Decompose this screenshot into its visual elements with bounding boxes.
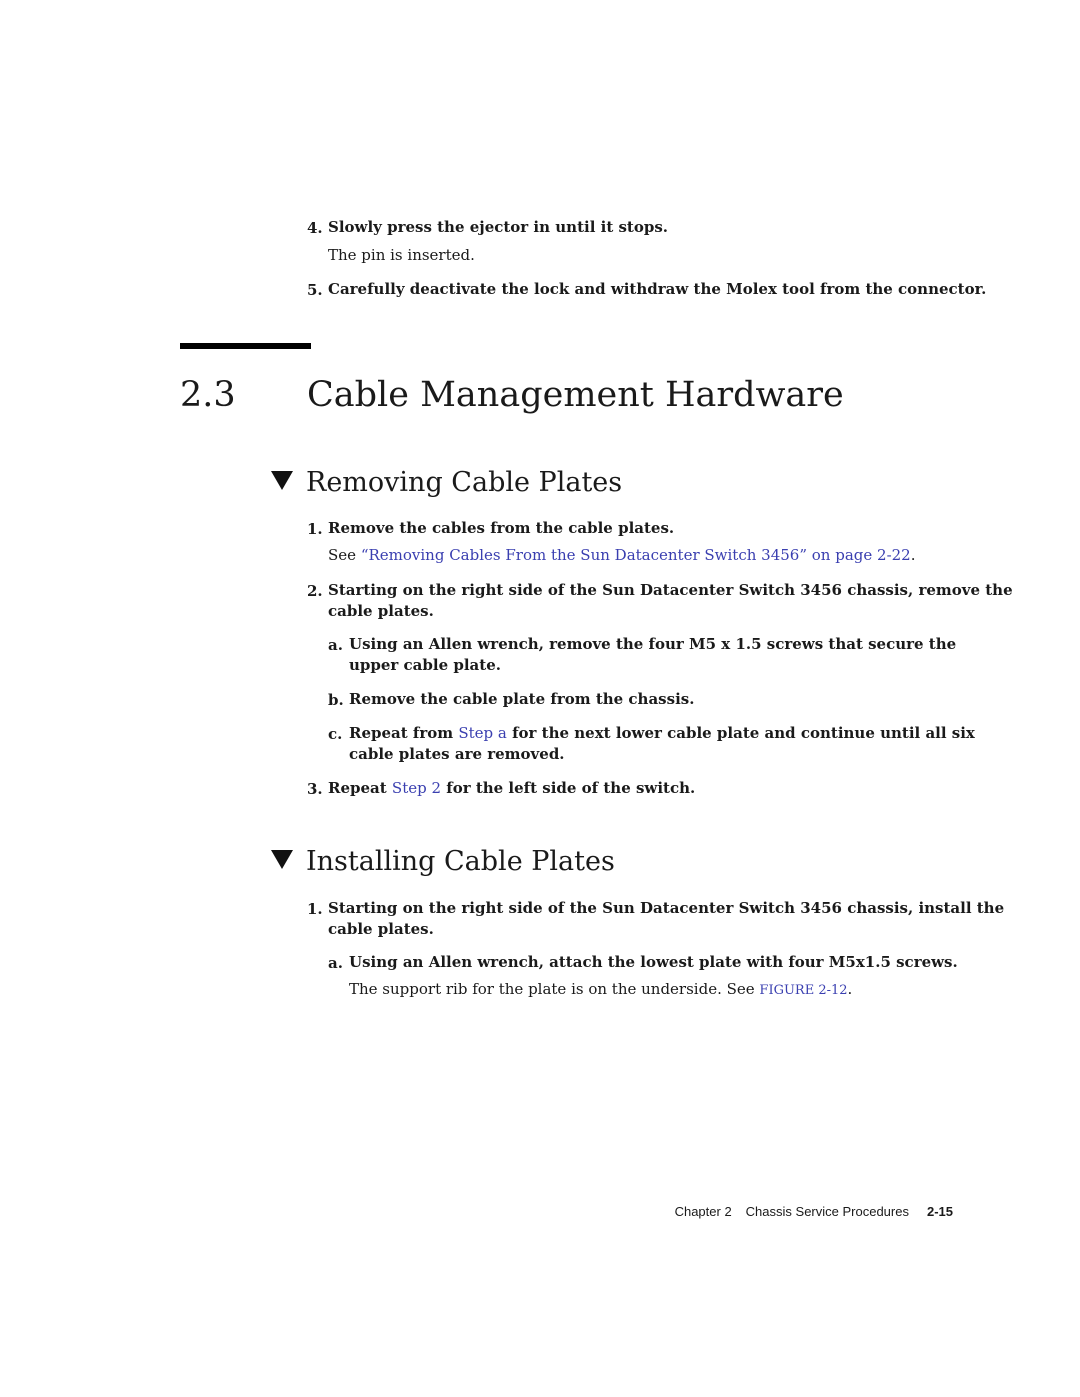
- triangle-down-icon: [271, 471, 293, 490]
- removing-substep-c-letter: c.: [328, 725, 343, 743]
- step-4-result: The pin is inserted.: [328, 246, 475, 264]
- removing-heading: [271, 467, 622, 498]
- reference-suffix: .: [910, 546, 916, 564]
- step-3-prefix: Repeat: [328, 779, 392, 797]
- removing-step-3-number: 3.: [307, 780, 323, 798]
- section-rule: [180, 343, 311, 349]
- footer-chapter: Chapter 2: [674, 1204, 732, 1219]
- removing-substep-c-line-1: [349, 723, 975, 744]
- triangle-down-icon: [271, 850, 293, 869]
- removing-step-2-line-1: Starting on the right side of the Sun Datacenter Switch 3456 chassis, remove the: [328, 581, 1013, 599]
- installing-heading: [271, 846, 615, 877]
- removing-substep-c-line-2: cable plates are removed.: [349, 745, 565, 763]
- step-4-text: Slowly press the ejector in until it stops.: [328, 218, 669, 236]
- footer-page-number: 2-15: [926, 1204, 953, 1219]
- removing-heading-text: Removing Cable Plates: [306, 467, 623, 498]
- step-5-number: 5.: [307, 281, 323, 299]
- removing-step-1-text: Remove the cables from the cable plates.: [328, 519, 675, 537]
- removing-substep-a-line-1: Using an Allen wrench, remove the four M5 x 1.5 screws that secure the: [349, 635, 957, 653]
- step-4-number: 4.: [307, 219, 323, 237]
- result-prefix: The support rib for the plate is on the underside. See: [349, 980, 760, 998]
- removing-substep-b-text: Remove the cable plate from the chassis.: [349, 690, 695, 708]
- removing-step-1-reference: [328, 545, 916, 566]
- page-footer: [675, 1204, 953, 1219]
- substep-c-prefix: Repeat from: [349, 724, 459, 742]
- figure-link[interactable]: FIGURE 2-12: [759, 983, 848, 998]
- removing-substep-b-letter: b.: [328, 691, 344, 709]
- removing-step-2-number: 2.: [307, 582, 323, 600]
- removing-substep-a-line-2: upper cable plate.: [349, 656, 501, 674]
- installing-substep-a-letter: a.: [328, 954, 343, 972]
- step-2-link[interactable]: Step 2: [391, 779, 442, 797]
- removing-step-2-text: [328, 580, 1013, 622]
- removing-step-3-text: [328, 778, 695, 799]
- installing-step-1-text: [328, 898, 1004, 940]
- step-3-rest: for the left side of the switch.: [441, 779, 696, 797]
- cross-reference-link[interactable]: “Removing Cables From the Sun Datacenter Switch 3456” on page 2-22: [360, 546, 911, 564]
- section-title: Cable Management Hardware: [307, 375, 844, 415]
- removing-step-1-number: 1.: [307, 520, 323, 538]
- installing-substep-a-text: Using an Allen wrench, attach the lowest plate with four M5x1.5 screws.: [349, 953, 958, 971]
- removing-substep-c-text: [349, 723, 975, 765]
- installing-step-1-line-1: Starting on the right side of the Sun Datacenter Switch 3456 chassis, install the: [328, 899, 1005, 917]
- step-5-text: Carefully deactivate the lock and withdraw the Molex tool from the connector.: [328, 280, 987, 298]
- removing-substep-a-text: [349, 634, 956, 676]
- footer-title: Chassis Service Procedures: [745, 1204, 909, 1219]
- removing-substep-a-letter: a.: [328, 636, 343, 654]
- installing-step-1-line-2: cable plates.: [328, 920, 434, 938]
- installing-step-1-number: 1.: [307, 900, 323, 918]
- removing-step-2-line-2: cable plates.: [328, 602, 434, 620]
- step-a-link[interactable]: Step a: [458, 724, 507, 742]
- installing-heading-text: Installing Cable Plates: [306, 846, 615, 877]
- substep-c-rest: for the next lower cable plate and continue until all six: [506, 724, 975, 742]
- reference-prefix: See: [328, 546, 361, 564]
- installing-substep-a-result: [349, 979, 852, 1001]
- result-suffix: .: [847, 980, 853, 998]
- section-number: 2.3: [180, 375, 236, 415]
